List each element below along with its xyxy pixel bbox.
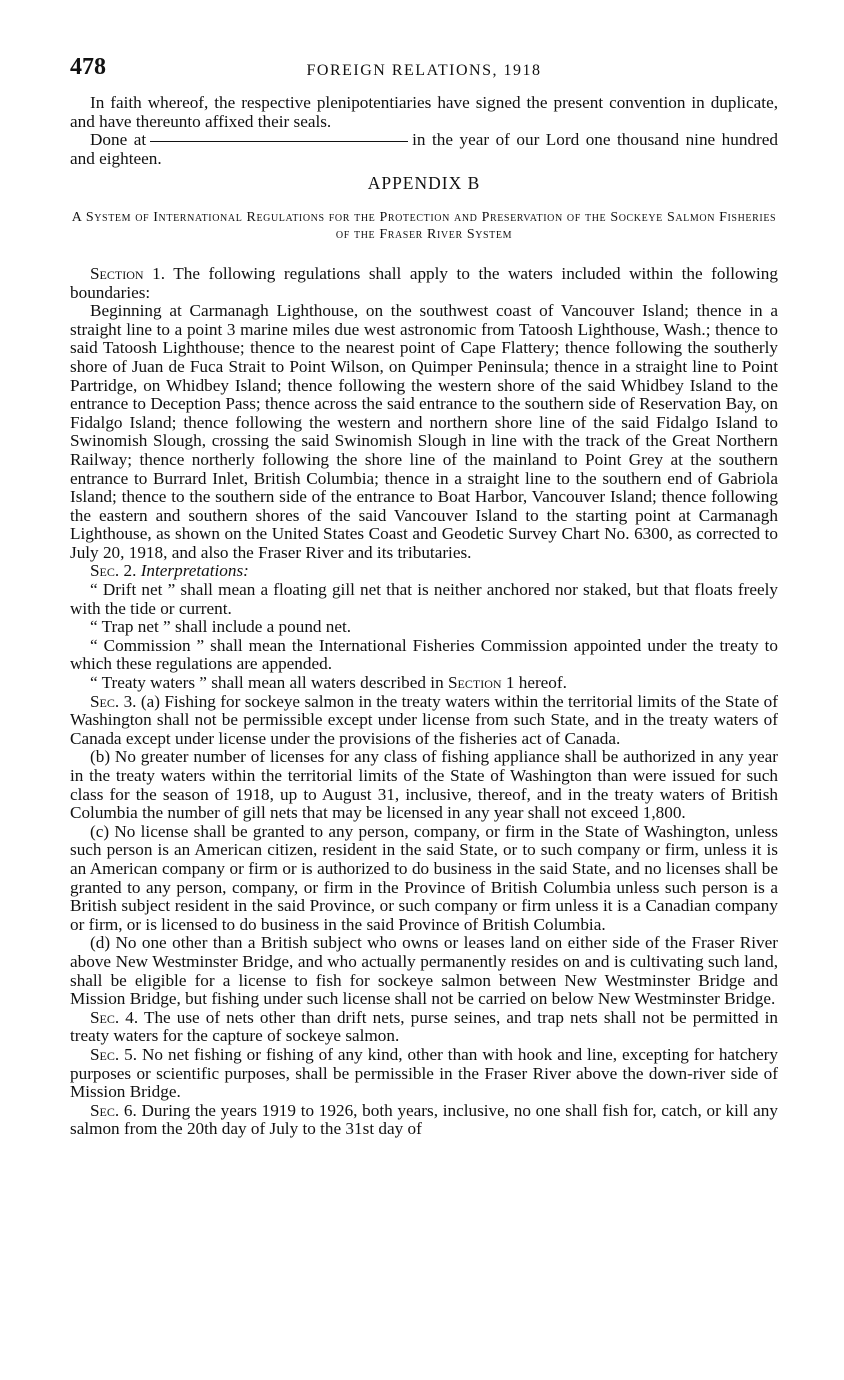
treaty-def-pre: “ Treaty waters ” shall mean all waters described in: [90, 673, 444, 693]
closing-done-paragraph: [70, 131, 778, 168]
section-5-label: Sec. 5.: [90, 1044, 138, 1064]
blank-line: [150, 141, 408, 142]
treaty-def-post: 1 hereof.: [505, 673, 567, 693]
section-6-paragraph: [70, 1102, 778, 1139]
section-5-text: No net fishing or fishing of any kind, other than with hook and line, excepting for hatchery purposes or scientific purposes, shall be permissible in the Fraser River above the down-river side of Mission Bridge.: [70, 1044, 778, 1102]
section-3-label: Sec. 3.: [90, 691, 137, 711]
done-prefix: Done at: [90, 130, 147, 150]
section-6-label: Sec. 6.: [90, 1100, 137, 1120]
treaty-def-ref: Section: [447, 673, 502, 693]
done-suffix: in the year of our Lord one thousand nine hundred and eighteen.: [70, 130, 778, 168]
page-number: 478: [70, 54, 106, 80]
section-3b-paragraph: (b) No greater number of licenses for any class of fishing appliance shall be authorized in any year in the treaty waters within the territorial limits of the State of Washington than were issued for such class for the season of 1918, up to August 31, inclusive, thereof, and in the treaty waters of British Columbia the number of gill nets that may be licensed in any year shall not exceed 1,800.: [70, 747, 778, 823]
section-3c-paragraph: (c) No license shall be granted to any person, company, or firm in the State of Washington, unless such person is an American citizen, resident in the said State, or to such company or firm, unless it is an American company or firm or is authorized to do business in the said State, and no licenses shall be granted to any person, company, or firm in the Province of British Columbia unless such person is a British subject resident in the said Province, or such company or firm unless it is a Canadian company or firm, or is licensed to do business in the said Province of British Columbia.: [70, 821, 778, 934]
section-4-paragraph: [70, 1009, 778, 1046]
boundary-description: Beginning at Carmanagh Lighthouse, on the southwest coast of Vancouver Island; thence in a straight line to a point 3 marine miles due west astronomic from Tatoosh Lighthouse, Wash.; thence to said Tatoosh Lighthouse; thence to the nearest point of Cape Flattery; thence following the southerly shore of Juan de Fuca Strait to Point Wilson, on Quimper Peninsula; thence in a straight line to Point Partridge, on Whidbey Island; thence following the western shore of the said Whidbey Island to the entrance to Deception Pass; thence across the said entrance to the southern side of Reservation Bay, on Fidalgo Island; thence following the western and northern shore line of the said Fidalgo Island to Swinomish Slough, crossing the said Swinomish Slough in line with the track of the Great Northern Railway; thence northerly following the shore line of the mainland to Point Grey at the southern entrance to Burrard Inlet, British Columbia; thence in a straight line to the southern end of Gabriola Island; thence to the southern side of the entrance to Boat Harbor, Vancouver Island; thence following the eastern and southern shores of the said Vancouver Island to the starting point at Carmanagh Lighthouse, as shown on the United States Coast and Geodetic Survey Chart No. 6300, as corrected to July 20, 1918, and also the Fraser River and its tributaries.: [70, 301, 778, 562]
section-2-paragraph: [70, 562, 778, 581]
section-1-paragraph: [70, 265, 778, 302]
closing-faith-paragraph: In faith whereof, the respective plenipotentiaries have signed the present convention in duplicate, and have thereunto affixed their seals.: [70, 93, 778, 131]
section-3d-paragraph: (d) No one other than a British subject who owns or leases land on either side of the Fraser River above New Westminster Bridge, and who actually permanently resides on and is cultivating such land, shall be eligible for a license to fish for sockeye salmon between New Westminster Bridge and Mission Bridge, but fishing under such license shall not be carried on below New Westminster Bridge.: [70, 933, 778, 1009]
definition-commission: “ Commission ” shall mean the International Fisheries Commission appointed under the treaty to which these regulations are appended.: [70, 635, 778, 674]
section-2-label: Sec. 2.: [90, 561, 137, 581]
section-5-paragraph: [70, 1046, 778, 1102]
section-3a-paragraph: [70, 693, 778, 749]
appendix-heading: APPENDIX B: [367, 173, 481, 194]
section-6-text: During the years 1919 to 1926, both years, inclusive, no one shall fish for, catch, or kill any salmon from the 20th day of July to the 31st day of: [70, 1100, 778, 1139]
definition-trap-net: “ Trap net ” shall include a pound net.: [90, 617, 352, 637]
section-4-label: Sec. 4.: [90, 1007, 139, 1027]
section-1-label: Section 1.: [90, 263, 165, 283]
running-head: FOREIGN RELATIONS, 1918: [306, 62, 542, 79]
appendix-title: A System of International Regulations for the Protection and Preservation of the Sockeye Salmon Fisheries of the Fraser River System: [71, 209, 777, 242]
section-1-text: The following regulations shall apply to the waters included within the following boundaries:: [70, 263, 778, 302]
definition-treaty-waters: [70, 674, 778, 693]
definition-drift-net: “ Drift net ” shall mean a floating gill net that is neither anchored nor staked, but that floats freely with the tide or current.: [70, 580, 778, 618]
section-4-text: The use of nets other than drift nets, purse seines, and trap nets shall not be permitted in treaty waters for the capture of sockeye salmon.: [70, 1007, 779, 1046]
page-header: [70, 54, 778, 94]
section-3a-text: (a) Fishing for sockeye salmon in the treaty waters within the territorial limits of the State of Washington shall not be permissible except under license from such State, and in the treaty waters of Canada except under license under the provisions of the fisheries act of Canada.: [70, 691, 778, 748]
section-2-title: Interpretations:: [140, 561, 249, 581]
